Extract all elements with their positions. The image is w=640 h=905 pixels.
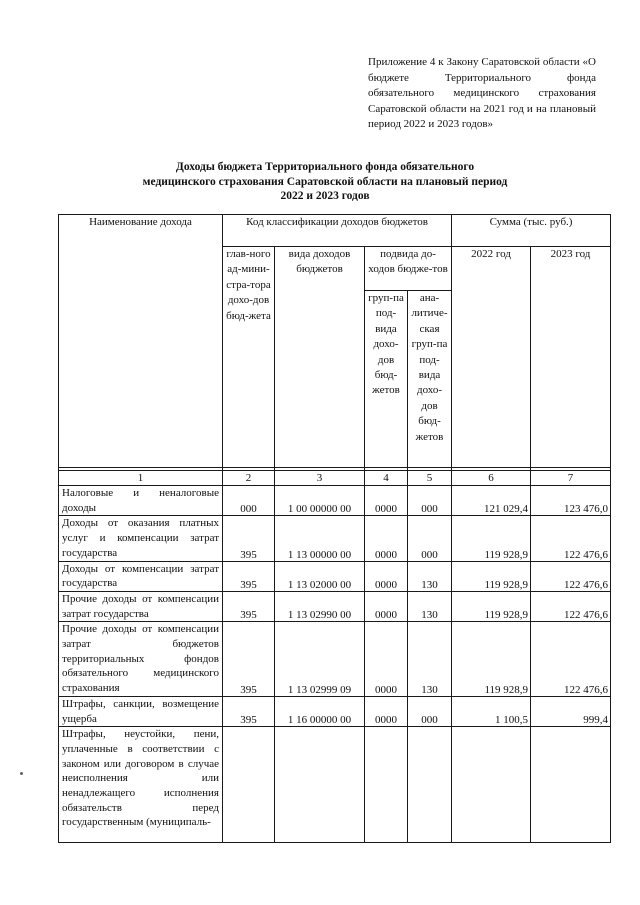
group-code: 0000 bbox=[365, 696, 408, 726]
document-title bbox=[120, 160, 530, 204]
group-code bbox=[365, 727, 408, 843]
type-code: 1 13 02000 00 bbox=[275, 561, 365, 591]
amount-2022: 119 928,9 bbox=[452, 622, 531, 697]
header-sum: Сумма (тыс. руб.) bbox=[452, 215, 611, 247]
amount-2023: 122 476,6 bbox=[531, 561, 611, 591]
income-table bbox=[58, 214, 611, 843]
income-name: Штрафы, неустойки, пени, уплаченные в соответствии с законом или договором в случае неисполнения или ненадлежащего исполнения обязательств перед государственным (муниципаль- bbox=[62, 728, 219, 829]
amount-2023: 122 476,6 bbox=[531, 591, 611, 621]
group-code: 0000 bbox=[365, 486, 408, 516]
group-code: 0000 bbox=[365, 516, 408, 561]
header-income-subtype: подвида до-ходов бюдже-тов bbox=[365, 247, 452, 291]
income-name: Прочие доходы от компенсации затрат государства bbox=[59, 591, 223, 621]
table-row bbox=[59, 591, 611, 621]
type-code: 1 00 00000 00 bbox=[275, 486, 365, 516]
income-name: Доходы от оказания платных услуг и компенсации затрат государства bbox=[59, 516, 223, 561]
analytic-code: 000 bbox=[408, 696, 452, 726]
amount-2023: 122 476,6 bbox=[531, 622, 611, 697]
group-code: 0000 bbox=[365, 561, 408, 591]
type-code: 1 13 02999 09 bbox=[275, 622, 365, 697]
amount-2022: 119 928,9 bbox=[452, 561, 531, 591]
admin-code: 395 bbox=[223, 516, 275, 561]
header-income-name: Наименование дохода bbox=[59, 215, 223, 468]
analytic-code bbox=[408, 727, 452, 843]
column-number: 7 bbox=[531, 471, 611, 486]
column-number: 6 bbox=[452, 471, 531, 486]
scan-speck bbox=[20, 772, 23, 775]
admin-code: 395 bbox=[223, 591, 275, 621]
title-line-1: Доходы бюджета Территориального фонда обязательного bbox=[175, 161, 475, 173]
analytic-code: 000 bbox=[408, 486, 452, 516]
column-number: 2 bbox=[223, 471, 275, 486]
column-number: 1 bbox=[59, 471, 223, 486]
appendix-note: Приложение 4 к Закону Саратовской области «О бюджете Территориального фонда обязательного медицинского страхования Саратовской области на 2021 год и на плановый период 2022 и 2023 годов» bbox=[368, 56, 596, 131]
income-name: Прочие доходы от компенсации затрат бюджетов территориальных фондов обязательного медицинского страхования bbox=[59, 622, 223, 697]
amount-2022 bbox=[452, 727, 531, 843]
group-code: 0000 bbox=[365, 622, 408, 697]
amount-2022: 121 029,4 bbox=[452, 486, 531, 516]
header-admin: глав-ного ад-мини-стра-тора дохо-дов бюд-жета bbox=[223, 247, 275, 468]
column-number: 5 bbox=[408, 471, 452, 486]
amount-2022: 119 928,9 bbox=[452, 591, 531, 621]
income-name: Доходы от компенсации затрат государства bbox=[59, 561, 223, 591]
title-line-3: 2022 и 2023 годов bbox=[280, 190, 370, 202]
table-row bbox=[59, 486, 611, 516]
amount-2023: 123 476,0 bbox=[531, 486, 611, 516]
header-income-type: вида доходов бюджетов bbox=[275, 247, 365, 468]
group-code: 0000 bbox=[365, 591, 408, 621]
column-number: 4 bbox=[365, 471, 408, 486]
header-year-2022: 2022 год bbox=[452, 247, 531, 468]
income-name: Штрафы, санкции, возмещение ущерба bbox=[59, 696, 223, 726]
type-code: 1 13 02990 00 bbox=[275, 591, 365, 621]
title-line-2: медицинского страхования Саратовской области на плановый период bbox=[142, 175, 508, 188]
admin-code: 395 bbox=[223, 622, 275, 697]
type-code bbox=[275, 727, 365, 843]
amount-2023: 999,4 bbox=[531, 696, 611, 726]
header-classification-code: Код классификации доходов бюджетов bbox=[223, 215, 452, 247]
header-subtype-group: груп-па под-вида дохо-дов бюд-жетов bbox=[365, 291, 408, 468]
header-analytic-group: ана-литиче-ская груп-па под-вида дохо-дов бюд-жетов bbox=[408, 291, 452, 468]
analytic-code: 130 bbox=[408, 591, 452, 621]
column-number: 3 bbox=[275, 471, 365, 486]
amount-2023: 122 476,6 bbox=[531, 516, 611, 561]
amount-2023 bbox=[531, 727, 611, 843]
type-code: 1 16 00000 00 bbox=[275, 696, 365, 726]
analytic-code: 000 bbox=[408, 516, 452, 561]
type-code: 1 13 00000 00 bbox=[275, 516, 365, 561]
income-name: Налоговые и неналоговые доходы bbox=[59, 486, 223, 516]
analytic-code: 130 bbox=[408, 561, 452, 591]
amount-2022: 119 928,9 bbox=[452, 516, 531, 561]
table-row bbox=[59, 696, 611, 726]
admin-code: 395 bbox=[223, 696, 275, 726]
table-row bbox=[59, 516, 611, 561]
amount-2022: 1 100,5 bbox=[452, 696, 531, 726]
table-row bbox=[59, 622, 611, 697]
admin-code: 000 bbox=[223, 486, 275, 516]
admin-code: 395 bbox=[223, 561, 275, 591]
header-year-2023: 2023 год bbox=[531, 247, 611, 468]
admin-code bbox=[223, 727, 275, 843]
analytic-code: 130 bbox=[408, 622, 452, 697]
table-row bbox=[59, 727, 611, 843]
table-row bbox=[59, 561, 611, 591]
